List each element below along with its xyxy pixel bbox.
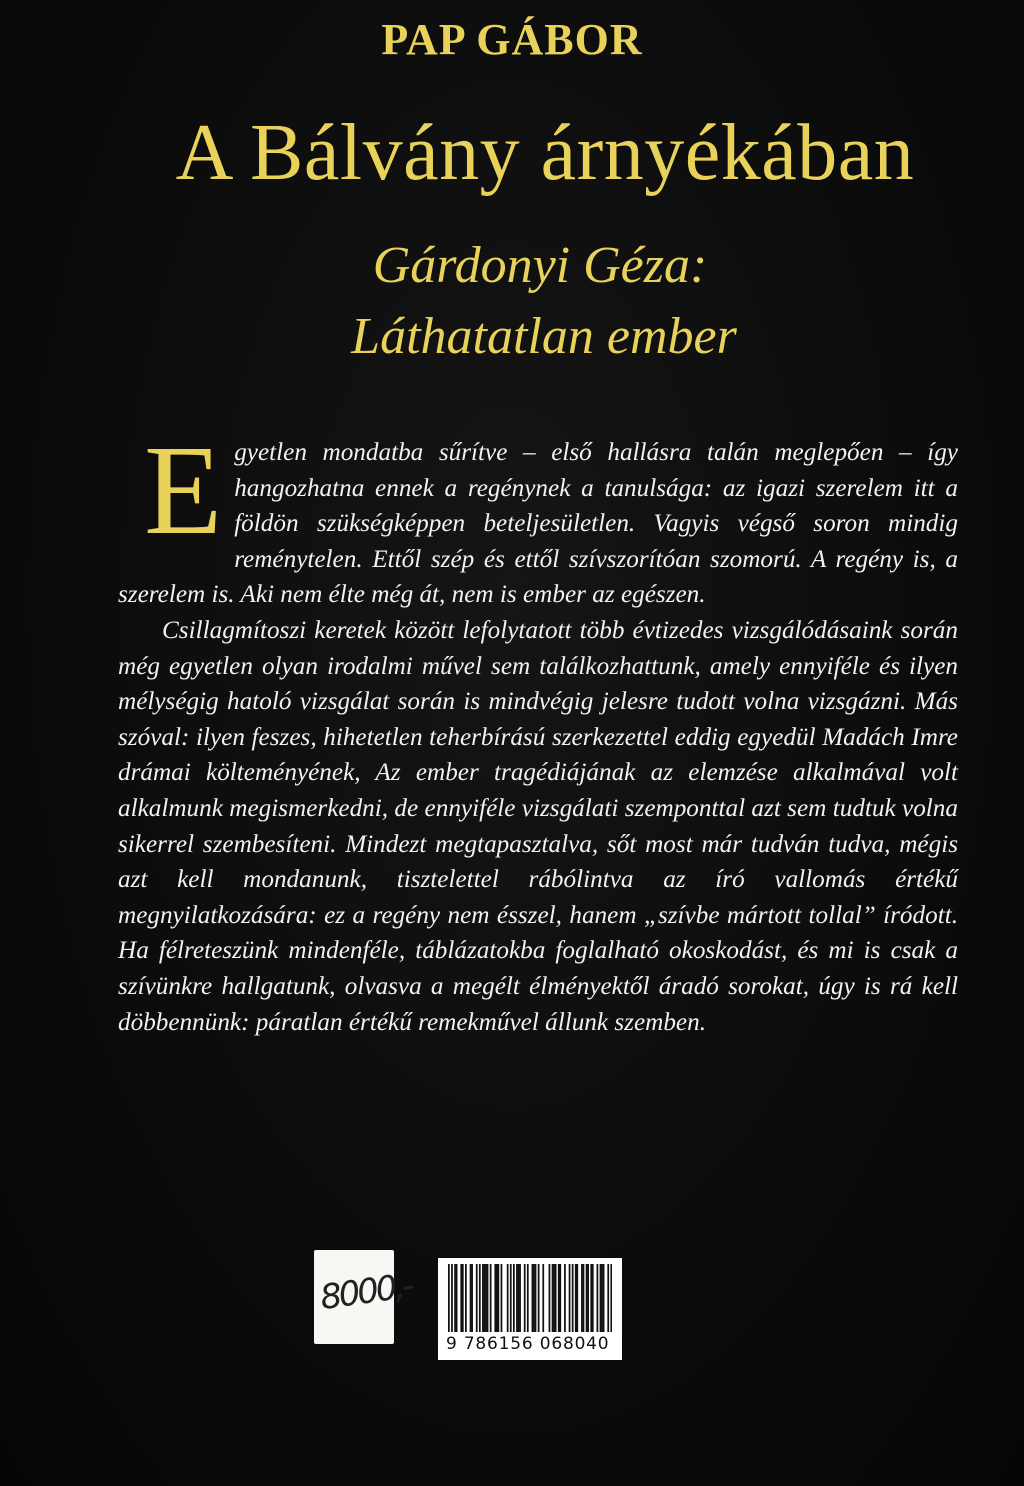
barcode-bar (518, 1264, 520, 1332)
blurb-paragraph-2: Csillagmítoszi keretek között lefolytatott több évtizedes vizsgálódásaink során még egyetlen olyan irodalmi művel sem találkozhattunk, amely ennyiféle és ilyen mélységig hatoló vizsgálat során is mindvégig jelesre tudott volna vizsgázni. Más szóval: ilyen feszes, hihetetlen teherbírású szerkezettel eddig egyedül Madách Imre drámai költeményének, Az ember tragédiájának az elemzése alkalmával volt alkalmunk megismerkedni, de ennyiféle vizsgálati szemponttal azt sem tudtuk volna sikerrel szembesíteni. Mindezt megtapasztalva, sőt most már tudván tudva, mégis azt kell mondanunk, tisztelettel rábólintva az író vallomás értékű megnyilatkozására: ez a regény nem ésszel, hanem „szívbe mártott tollal” íródott. Ha félreteszünk mindenféle, táblázatokba foglalható okoskodást, és mi is csak a szívünkre hallgatunk, olvasva a megélt élményektől áradó sorokat, úgy is rá kell döbbennünk: páratlan értékű remekművel állunk szemben. (118, 616, 958, 1036)
barcode-bar (564, 1264, 566, 1332)
barcode-bar (524, 1264, 526, 1332)
barcode-bar (587, 1264, 589, 1332)
blurb-text (118, 419, 958, 1040)
barcode-bar (603, 1264, 605, 1332)
barcode-bar (592, 1264, 594, 1332)
barcode-bar (465, 1264, 467, 1332)
barcode-bar (507, 1264, 509, 1332)
barcode-bar (490, 1264, 492, 1332)
barcode-bar (532, 1264, 534, 1332)
blurb-paragraph-1 (118, 419, 958, 613)
barcode-bar (448, 1264, 450, 1332)
barcode-bar (519, 1264, 521, 1332)
barcode-bar (607, 1264, 609, 1332)
handwritten-price: 8000,- (317, 1265, 414, 1319)
barcode-bar (583, 1264, 585, 1332)
barcode-bar (487, 1264, 489, 1332)
barcode-bar (496, 1264, 498, 1332)
barcode-bar (456, 1264, 458, 1332)
barcode-bar (494, 1264, 496, 1332)
barcode-bar (460, 1264, 462, 1332)
barcode-bar (538, 1264, 540, 1332)
barcode-bar (559, 1264, 561, 1332)
barcode-bar (597, 1264, 599, 1332)
barcode-bar (533, 1264, 535, 1332)
barcode-bar (516, 1264, 518, 1332)
isbn-number: 9 786156 068040 (446, 1334, 610, 1354)
barcode-bar (485, 1264, 487, 1332)
barcode-bar (555, 1264, 557, 1332)
isbn-barcode (438, 1258, 622, 1360)
barcode-bar (527, 1264, 529, 1332)
book-title: A Bálvány árnyékában (175, 109, 915, 197)
barcode-bar (558, 1264, 560, 1332)
barcode-bar (569, 1264, 571, 1332)
barcode-bar (581, 1264, 583, 1332)
barcode-bar (471, 1264, 473, 1332)
drop-cap: E (144, 419, 223, 561)
barcode-bar (482, 1264, 484, 1332)
barcode-bar (484, 1264, 486, 1332)
barcode-bar (552, 1264, 554, 1332)
barcode-bar (510, 1264, 512, 1332)
barcode-bar (462, 1264, 464, 1332)
barcode-bars (448, 1264, 612, 1334)
subtitle-line-2: Láthatatlan ember (351, 308, 737, 365)
barcode-bar (601, 1264, 603, 1332)
price-sticker (314, 1250, 414, 1344)
barcode-bar (586, 1264, 588, 1332)
barcode-bar (454, 1264, 456, 1332)
barcode-bar (470, 1264, 472, 1332)
blurb-paragraph-1-text: gyetlen mondatba sűrítve – első hallásra talán meglepően – így hangozhatna ennek a regénynek a tanulsága: az igazi szerelem itt a földön szükségképpen beteljesületlen. Vagyis végső soron mindig reménytelen. Ettől szép és ettől szívszorítóan szomorú. A regény is, a szerelem is. Aki nem élte még át, nem is ember az egészen. (118, 439, 958, 609)
barcode-bar (590, 1264, 592, 1332)
barcode-bar (513, 1264, 515, 1332)
barcode-bar (535, 1264, 537, 1332)
barcode-bar (576, 1264, 578, 1332)
barcode-bar (498, 1264, 500, 1332)
barcode-bar (610, 1264, 612, 1332)
barcode-bar (549, 1264, 551, 1332)
barcode-bar (476, 1264, 478, 1332)
barcode-bar (479, 1264, 481, 1332)
barcode-bar (572, 1264, 574, 1332)
author-name: PAP GÁBOR (381, 15, 643, 64)
barcode-bar (451, 1264, 453, 1332)
subtitle-line-1: Gárdonyi Géza: (372, 237, 708, 294)
barcode-bar (575, 1264, 577, 1332)
barcode-bar (501, 1264, 503, 1332)
barcode-bar (542, 1264, 544, 1332)
barcode-bar (553, 1264, 555, 1332)
barcode-bar (600, 1264, 602, 1332)
